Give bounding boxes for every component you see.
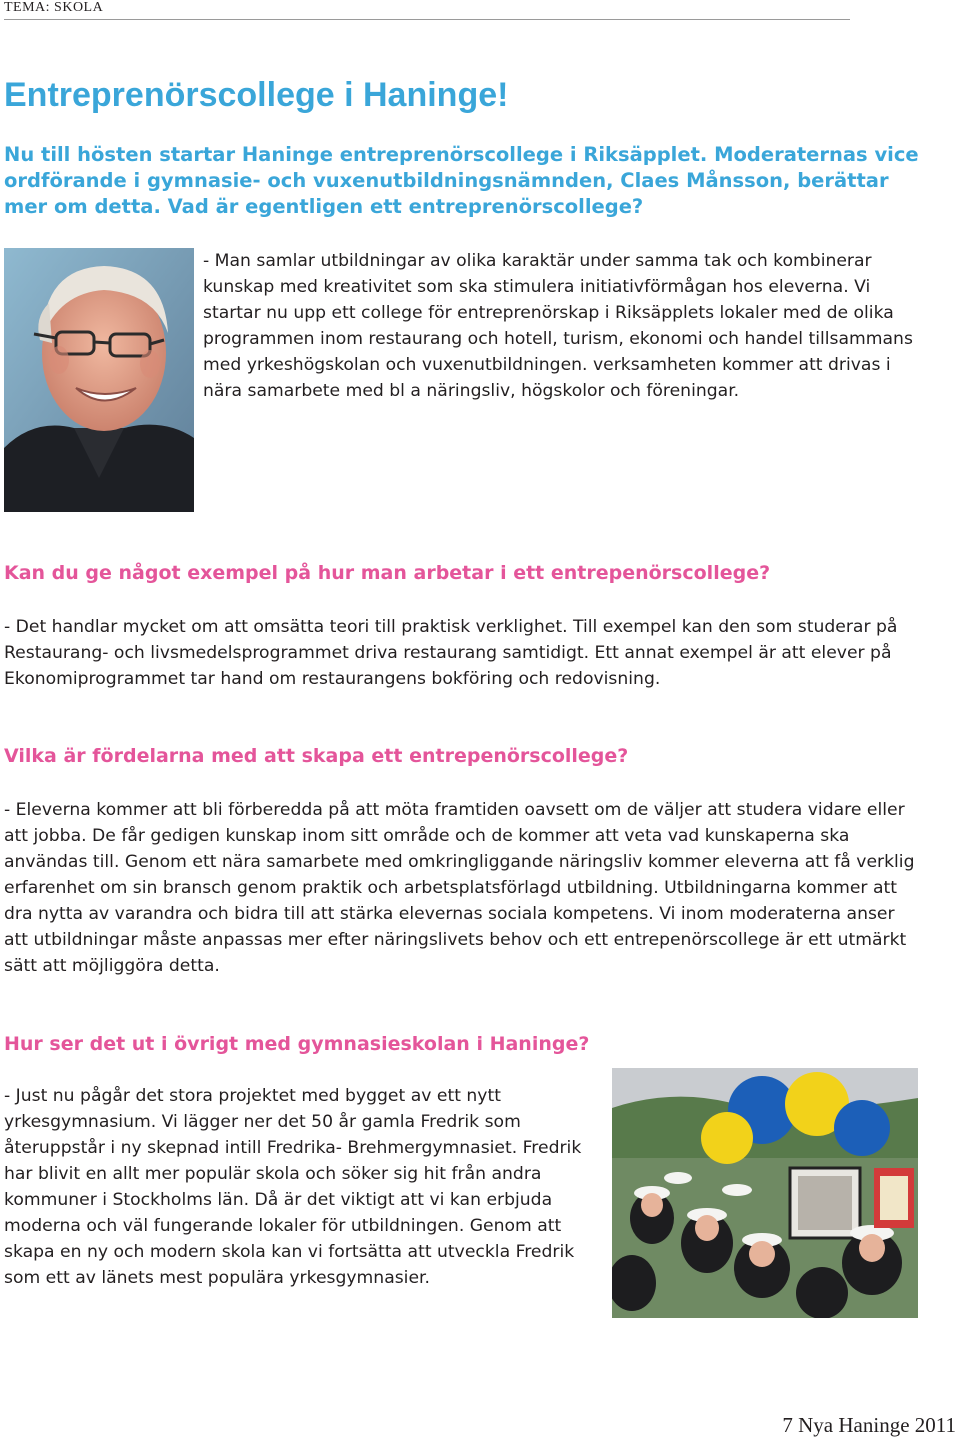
answer-3: - Eleverna kommer att bli förberedda på att möta framtiden oavsett om de väljer att studera vidare eller att jobba. De får gedigen kunskap inom sitt område och de kommer att veta vad kunskaperna ska användas till. Genom ett nära samarbete med omkringliggande näringsliv kommer eleverna att få verklig erfarenhet om sin bransch genom praktik och arbetsplatsförlagd utbildning. Utbildningarna kommer att dra nytta av varandra och bidra till att stärka elevernas sociala kompetens. Vi inom moderaterna anser att utbildningar måste anpassas mer efter näringslivets behov och ett entrepenörscollege är ett utmärkt sätt att möjliggöra detta. [4, 800, 915, 976]
answer-1: - Man samlar utbildningar av olika karaktär under samma tak och kombinerar kunskap med kreativitet som ska stimulera initiativförmågan hos eleverna. Vi startar nu upp ett college för entreprenörskap i Riksäpplets lokaler med de olika programmen inom restaurang och hotell, turism, ekonomi och handel tillsammans med yrkeshögskolan och vuxenutbildningen. verksamheten kommer att drivas i nära samarbete med bl a näringsliv, högskolor och föreningar. [203, 251, 913, 401]
graduation-crowd-photo [612, 1068, 918, 1318]
portrait-photo [4, 248, 194, 512]
question-4: Hur ser det ut i övrigt med gymnasieskolan i Haninge? [4, 1033, 590, 1055]
answer-4: - Just nu pågår det stora projektet med bygget av ett nytt yrkesgymnasium. Vi lägger ner det 50 år gamla Fredrik som återuppstår i ny skepnad intill Fredrika- Brehmergymnasiet. Fredrik har blivit en allt mer populär skola och söker sig hit från andra kommuner i Stockholms län. Då är det viktigt att vi kan erbjuda moderna och väl fungerande lokaler för utbildningen. Genom att skapa en ny och modern skola kan vi fortsätta att utveckla Fredrik som ett av länets mest populära yrkesgymnasier. [4, 1086, 582, 1288]
header-rule [4, 19, 850, 20]
article-intro: Nu till hösten startar Haninge entreprenörscollege i Riksäpplet. Moderaternas vice ordförande i gymnasie- och vuxenutbildningsnämnden, Claes Månsson, berättar mer om detta. Vad är egentligen ett entreprenörscollege? [4, 143, 919, 218]
page-footer: 7 Nya Haninge 2011 [782, 1413, 956, 1437]
question-3: Vilka är fördelarna med att skapa ett entrepenörscollege? [4, 745, 629, 767]
answer-2: - Det handlar mycket om att omsätta teori till praktisk verklighet. Till exempel kan den som studerar på Restaurang- och livsmedelsprogrammet driva restaurang samtidigt. Ett annat exempel är att elever på Ekonomiprogrammet tar hand om restaurangens bokföring och redovisning. [4, 617, 898, 689]
section-tag: TEMA: SKOLA [4, 0, 104, 15]
question-2: Kan du ge något exempel på hur man arbetar i ett entrepenörscollege? [4, 562, 771, 584]
article-title: Entreprenörscollege i Haninge! [4, 76, 509, 114]
